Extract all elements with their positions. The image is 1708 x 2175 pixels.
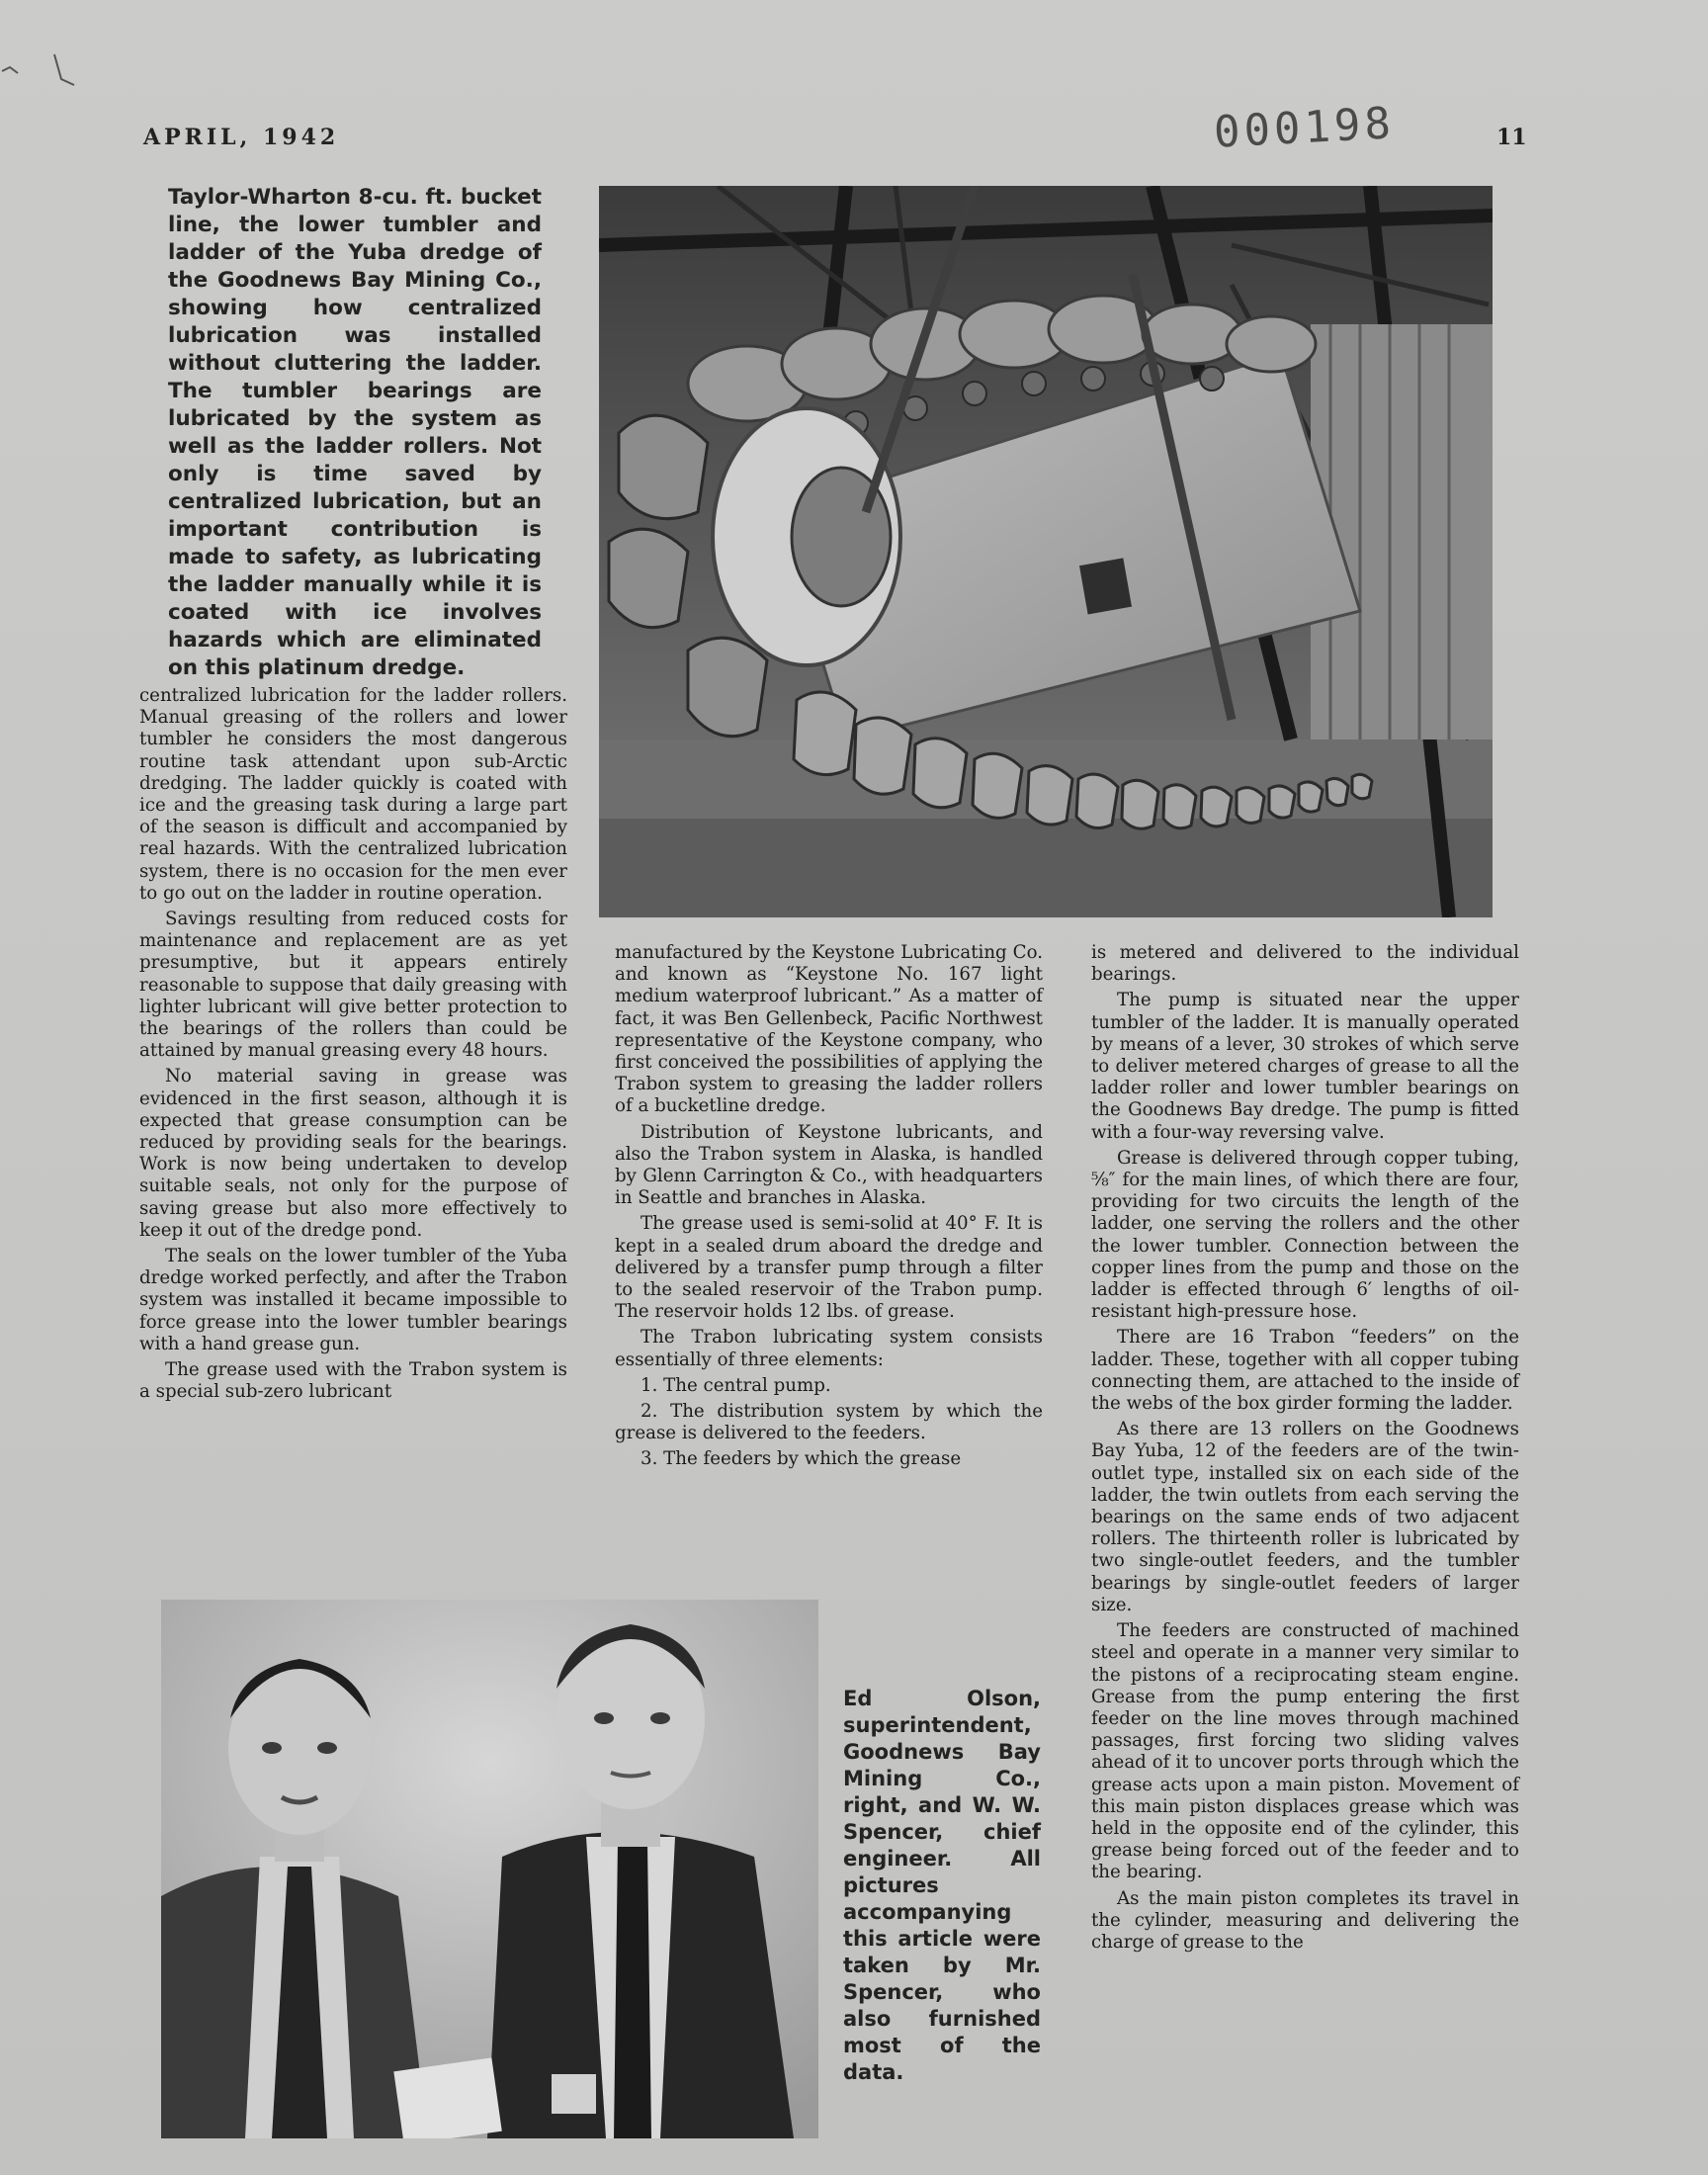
article-column-2 (615, 942, 1043, 1475)
archive-stamp-number: 000198 (1212, 98, 1397, 158)
article-column-3 (1091, 942, 1519, 1958)
dredge-ladder-photo (599, 186, 1493, 917)
issue-date: APRIL, 1942 (143, 125, 340, 150)
portrait-photo (161, 1600, 818, 2138)
article-column-1 (139, 685, 567, 1408)
paragraph: There are 16 Trabon “feeders” on the ladder. These, together with all copper tubing connecting them, are attached to the inside of the webs of the box girder forming the ladder. (1091, 1327, 1519, 1415)
page-number: 11 (1496, 125, 1527, 150)
paragraph: No material saving in grease was evidenced in the first season, although it is expected that grease consumption can be reduced by providing seals for the bearings. Work is now being undertaken to develop suitable seals, not only for the purpose of saving grease but also more effectively to keep it out of the dredge pond. (139, 1066, 567, 1241)
paragraph: Distribution of Keystone lubricants, and also the Trabon system in Alaska, is handled by Glenn Carrington & Co., with headquarters in Seattle and branches in Alaska. (615, 1121, 1043, 1209)
paragraph: The pump is situated near the upper tumbler of the ladder. It is manually operated by means of a lever, 30 strokes of which serve to deliver metered charges of grease to all the ladder roller and lower tumbler bearings on the Goodnews Bay dredge. The pump is fitted with a four-way reversing valve. (1091, 990, 1519, 1143)
bottom-photo-caption: Ed Olson, superintendent, Goodnews Bay Mining Co., right, and W. W. Spencer, chief engineer. All pictures accompanying this article were taken by Mr. Spencer, who also furnished most of the data. (843, 1687, 1041, 2084)
paragraph: centralized lubrication for the ladder rollers. Manual greasing of the rollers and lower tumbler he considers the most dangerous routine task attendant upon sub-Arctic dredging. The ladder quickly is coated with ice and the greasing task during a large part of the season is difficult and accompanied by real hazards. With the centralized lubrication system, there is no occasion for the men ever to go out on the ladder in routine operation. (139, 685, 567, 904)
paragraph: The seals on the lower tumbler of the Yuba dredge worked perfectly, and after the Trabon system was installed it became impossible to force grease into the lower tumbler bearings with a hand grease gun. (139, 1246, 567, 1354)
paragraph: As the main piston completes its travel in the cylinder, measuring and delivering the charge of grease to the (1091, 1887, 1519, 1953)
list-item: 2. The distribution system by which the grease is delivered to the feeders. (615, 1401, 1043, 1444)
paragraph: The grease used is semi-solid at 40° F. It is kept in a sealed drum aboard the dredge and delivered by a transfer pump through a filter to the sealed reservoir of the Trabon pump. The reservoir holds 12 lbs. of grease. (615, 1213, 1043, 1323)
top-photo-caption: Taylor-Wharton 8-cu. ft. bucket line, the lower tumbler and ladder of the Yuba dredge of the Goodnews Bay Mining Co., showing how centralized lubrication was installed without cluttering the ladder. The tumbler bearings are lubricated by the system as well as the ladder rollers. Not only is time saved by centralized lubrication, but an important contribution is made to safety, as lubricating the ladder manually while it is coated with ice involves hazards which are eliminated on this platinum dredge. (168, 185, 542, 680)
list-item: 3. The feeders by which the grease (640, 1448, 962, 1470)
paragraph: manufactured by the Keystone Lubricating Co. and known as “Keystone No. 167 light medium waterproof lubricant.” As a matter of fact, it was Ben Gellenbeck, Pacific Northwest representative of the Keystone company, who first conceived the possibilities of applying the Trabon system to greasing the ladder rollers of a bucketline dredge. (615, 942, 1043, 1117)
paragraph: is metered and delivered to the individual bearings. (1091, 942, 1519, 986)
paragraph: Grease is delivered through copper tubing, ⅝″ for the main lines, of which there are four, providing for two circuits the length of the ladder, one serving the rollers and the other the lower tumbler. Connection between the copper lines from the pump and those on the ladder is effected through 6′ lengths of oil-resistant high-pressure hose. (1091, 1147, 1519, 1323)
paragraph: The feeders are constructed of machined steel and operate in a manner very similar to the pistons of a reciprocating steam engine. Grease from the pump entering the first feeder on the line moves through machined passages, first forcing two sliding valves ahead of it to uncover ports through which the grease acts upon a main piston. Movement of this main piston displaces grease which was held in the opposite end of the cylinder, this grease being forced out of the feeder and to the bearing. (1091, 1620, 1519, 1883)
list-item: 1. The central pump. (640, 1374, 831, 1396)
paragraph: The grease used with the Trabon system is a special sub-zero lubricant (139, 1359, 567, 1403)
paragraph: As there are 13 rollers on the Goodnews Bay Yuba, 12 of the feeders are of the twin-outlet type, installed six on each side of the ladder, the twin outlets from each serving the bearings on the same ends of two adjacent rollers. The thirteenth roller is lubricated by two single-outlet feeders, and the tumbler bearings by single-outlet feeders of larger size. (1091, 1419, 1519, 1615)
paragraph: Savings resulting from reduced costs for maintenance and replacement are as yet presumptive, but it appears entirely reasonable to suppose that daily greasing with lighter lubricant will give better protection to the bearings of the rollers than could be attained by manual greasing every 48 hours. (139, 909, 567, 1062)
paragraph: The Trabon lubricating system consists essentially of three elements: (615, 1327, 1043, 1370)
corner-smudge (0, 49, 79, 89)
